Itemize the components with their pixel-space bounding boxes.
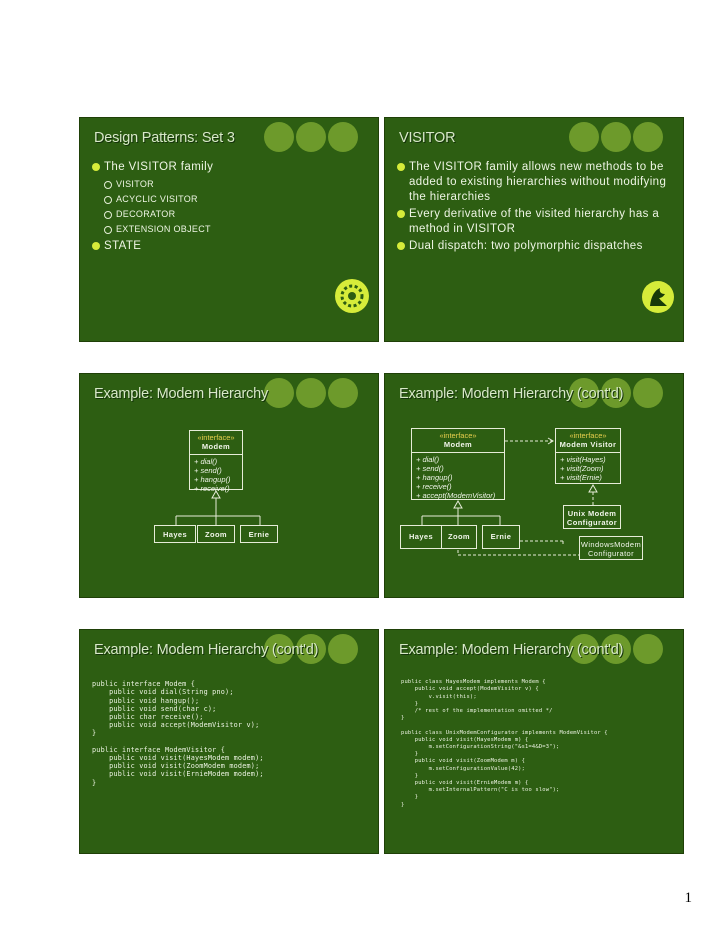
bullet-item: The VISITOR family allows new methods to be added to existing hierarchies without modifying the hierarchies [397,160,675,205]
modem-visitor-interface-box[interactable]: «interface» Modem Visitor + visit(Hayes) + visit(Zoom) + visit(Ernie) [555,428,621,484]
slide-title: Example: Modem Hierarchy (cont'd) [399,386,624,402]
slide-1[interactable] [79,117,379,342]
code-block: public interface Modem { public void dial(String pno); public void hangup(); public void send(char c); public char receive(); public void accept(ModemVisitor v); } public interface ModemVisitor { public void visit(HayesModem modem); public void visit(ZoomModem modem); public void visit(ErnieModem modem); } [92,680,264,787]
class-box-ernie[interactable]: Ernie [240,525,278,543]
ring-bullet-icon [104,211,112,219]
sub-bullet-item: ACYCLIC VISITOR [104,192,370,207]
bullet-dot-icon [397,210,405,218]
ring-bullet-icon [104,196,112,204]
modem-interface-box[interactable]: «interface» Modem + dial() + send() + hangup() + receive() [189,430,243,490]
slide-4[interactable] [384,373,684,598]
slide-title: Design Patterns: Set 3 [94,130,235,146]
code-block: public class HayesModem implements Modem { public void accept(ModemVisitor v) { v.visit(this); } /* rest of the implementation omitted */ } public class UnixModemConfigurator implements ModemVisitor { public void visit(HayesModem m) { m.setConfigurationString("&s1=4&D=3"); } public void visit(ZoomModem m) { m.setConfigurationValue(42); } public void visit(ErnieModem m) { m.setInternalPattern("C is too slow"); } } [401,679,608,808]
operations-list: + dial() + send() + hangup() + receive() + accept(ModemVisitor) [416,455,496,500]
slide-3[interactable] [79,373,379,598]
slide-6[interactable] [384,629,684,854]
windows-modem-configurator-box[interactable]: WindowsModem Configurator [579,536,643,560]
class-box-zoom[interactable]: Zoom [441,525,477,549]
page-number: 1 [684,890,692,906]
modem-interface-box[interactable]: «interface» Modem + dial() + send() + hangup() + receive() + accept(ModemVisitor) [411,428,505,500]
slide-title: Example: Modem Hierarchy (cont'd) [94,642,319,658]
slide-2[interactable] [384,117,684,342]
ring-bullet-icon [104,181,112,189]
unix-modem-configurator-box[interactable]: Unix Modem Configurator [563,505,621,529]
sub-bullet-item: EXTENSION OBJECT [104,222,370,237]
bullet-dot-icon [397,163,405,171]
operations-list: + visit(Hayes) + visit(Zoom) + visit(Ernie) [560,455,606,482]
class-box-ernie[interactable]: Ernie [482,525,520,549]
bullet-list [92,160,370,256]
slide-5[interactable] [79,629,379,854]
bullet-dot-icon [92,163,100,171]
class-box-hayes[interactable]: Hayes [154,525,196,543]
bullet-list [397,160,675,256]
ring-bullet-icon [104,226,112,234]
slide-title: Example: Modem Hierarchy [94,386,269,402]
sub-bullet-item: VISITOR [104,177,370,192]
bullet-dot-icon [92,242,100,250]
class-box-zoom[interactable]: Zoom [197,525,235,543]
sun-logo-icon [334,278,370,314]
operations-list: + dial() + send() + hangup() + receive() [194,457,231,493]
bird-logo-icon [641,280,675,314]
bullet-dot-icon [397,242,405,250]
slide-title: Example: Modem Hierarchy (cont'd) [399,642,624,658]
bullet-item: Dual dispatch: two polymorphic dispatches [397,239,675,254]
class-box-hayes[interactable]: Hayes [400,525,442,549]
bullet-item: STATE [92,239,370,254]
sub-bullet-item: DECORATOR [104,207,370,222]
bullet-item: Every derivative of the visited hierarchy has a method in VISITOR [397,207,675,237]
bullet-item: The VISITOR family [92,160,370,175]
slide-title: VISITOR [399,130,456,146]
